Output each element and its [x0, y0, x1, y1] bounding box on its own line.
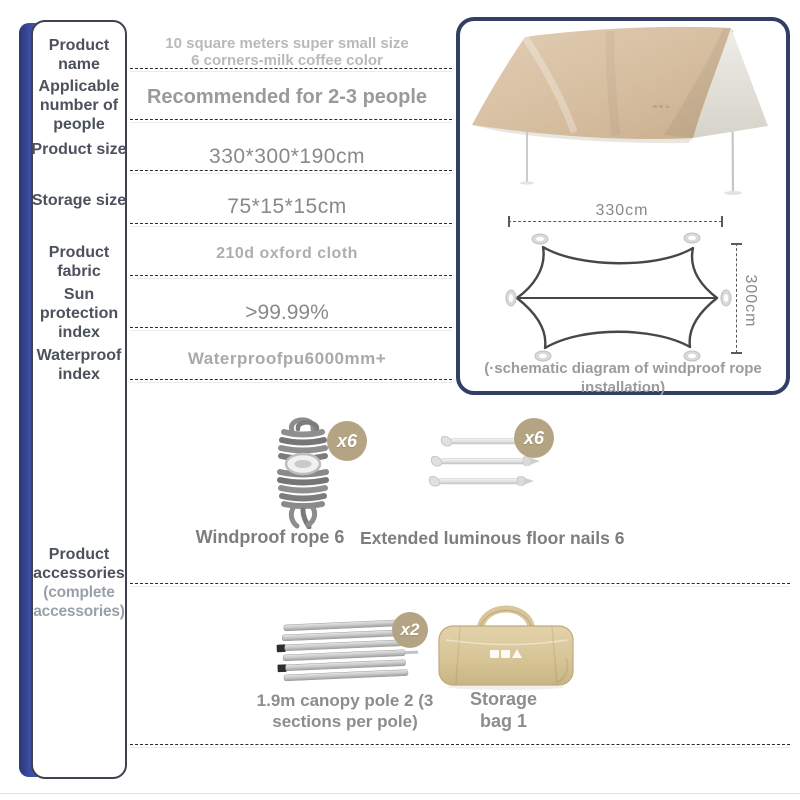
row-label-sun-index: Sun protection index [39, 286, 119, 341]
row-label-product-size: Product size [31, 141, 127, 158]
poles-label: 1.9m canopy pole 2 (3 sections per pole) [256, 691, 434, 731]
tarp-schematic-image [490, 226, 742, 368]
row-divider [130, 379, 452, 380]
poles-qty-badge: x2 [392, 612, 428, 648]
schematic-width-label: 330cm [595, 202, 649, 219]
row-divider [130, 223, 452, 224]
bag-label: Storage bag 1 [469, 689, 538, 731]
row-label-fabric: Product fabric [48, 244, 110, 280]
rope-label: Windproof rope 6 [195, 527, 345, 547]
rope-qty-badge: x6 [327, 421, 367, 461]
hero-image-box [456, 17, 790, 395]
storage-bag-image [430, 598, 582, 692]
value-fabric: 210d oxford cloth [216, 245, 358, 262]
value-storage-size: 75*15*15cm [227, 195, 347, 218]
row-label-storage-size: Storage size [31, 192, 127, 209]
row-divider [130, 119, 452, 120]
row-label-waterproof: Waterproof index [36, 347, 122, 383]
row-label-accessories [27, 545, 131, 621]
value-product-size: 330*300*190cm [209, 145, 365, 168]
measure-tick [731, 243, 742, 245]
bag-logo-icon [490, 649, 522, 658]
row-divider [130, 744, 790, 745]
nails-label: Extended luminous floor nails 6 [360, 528, 625, 548]
row-label-accessories-sub: (complete accessories) [33, 584, 125, 620]
row-label-accessories-main: Product accessories [33, 546, 125, 582]
row-divider [130, 68, 452, 69]
row-divider [130, 170, 452, 171]
height-measure-line [736, 243, 737, 353]
schematic-height-label: 300cm [742, 274, 759, 328]
value-product-name: 10 square meters super small size 6 corners-milk coffee color [165, 35, 409, 69]
measure-tick [731, 352, 742, 354]
row-label-product-name: Product name [48, 37, 110, 73]
bottom-edge-line [0, 793, 800, 794]
value-sun-index: >99.99% [245, 301, 329, 324]
nails-qty-badge: x6 [514, 418, 554, 458]
row-divider [130, 275, 452, 276]
row-divider [130, 327, 452, 328]
row-divider [130, 583, 790, 584]
row-label-people: Applicable number of people [38, 78, 120, 133]
value-people: Recommended for 2-3 people [146, 86, 428, 108]
tarp-photo-image [460, 21, 786, 197]
schematic-caption: (·schematic diagram of windproof rope installation) [484, 360, 762, 396]
value-waterproof: Waterproofpu6000mm+ [187, 349, 387, 368]
width-measure-line [508, 221, 722, 222]
